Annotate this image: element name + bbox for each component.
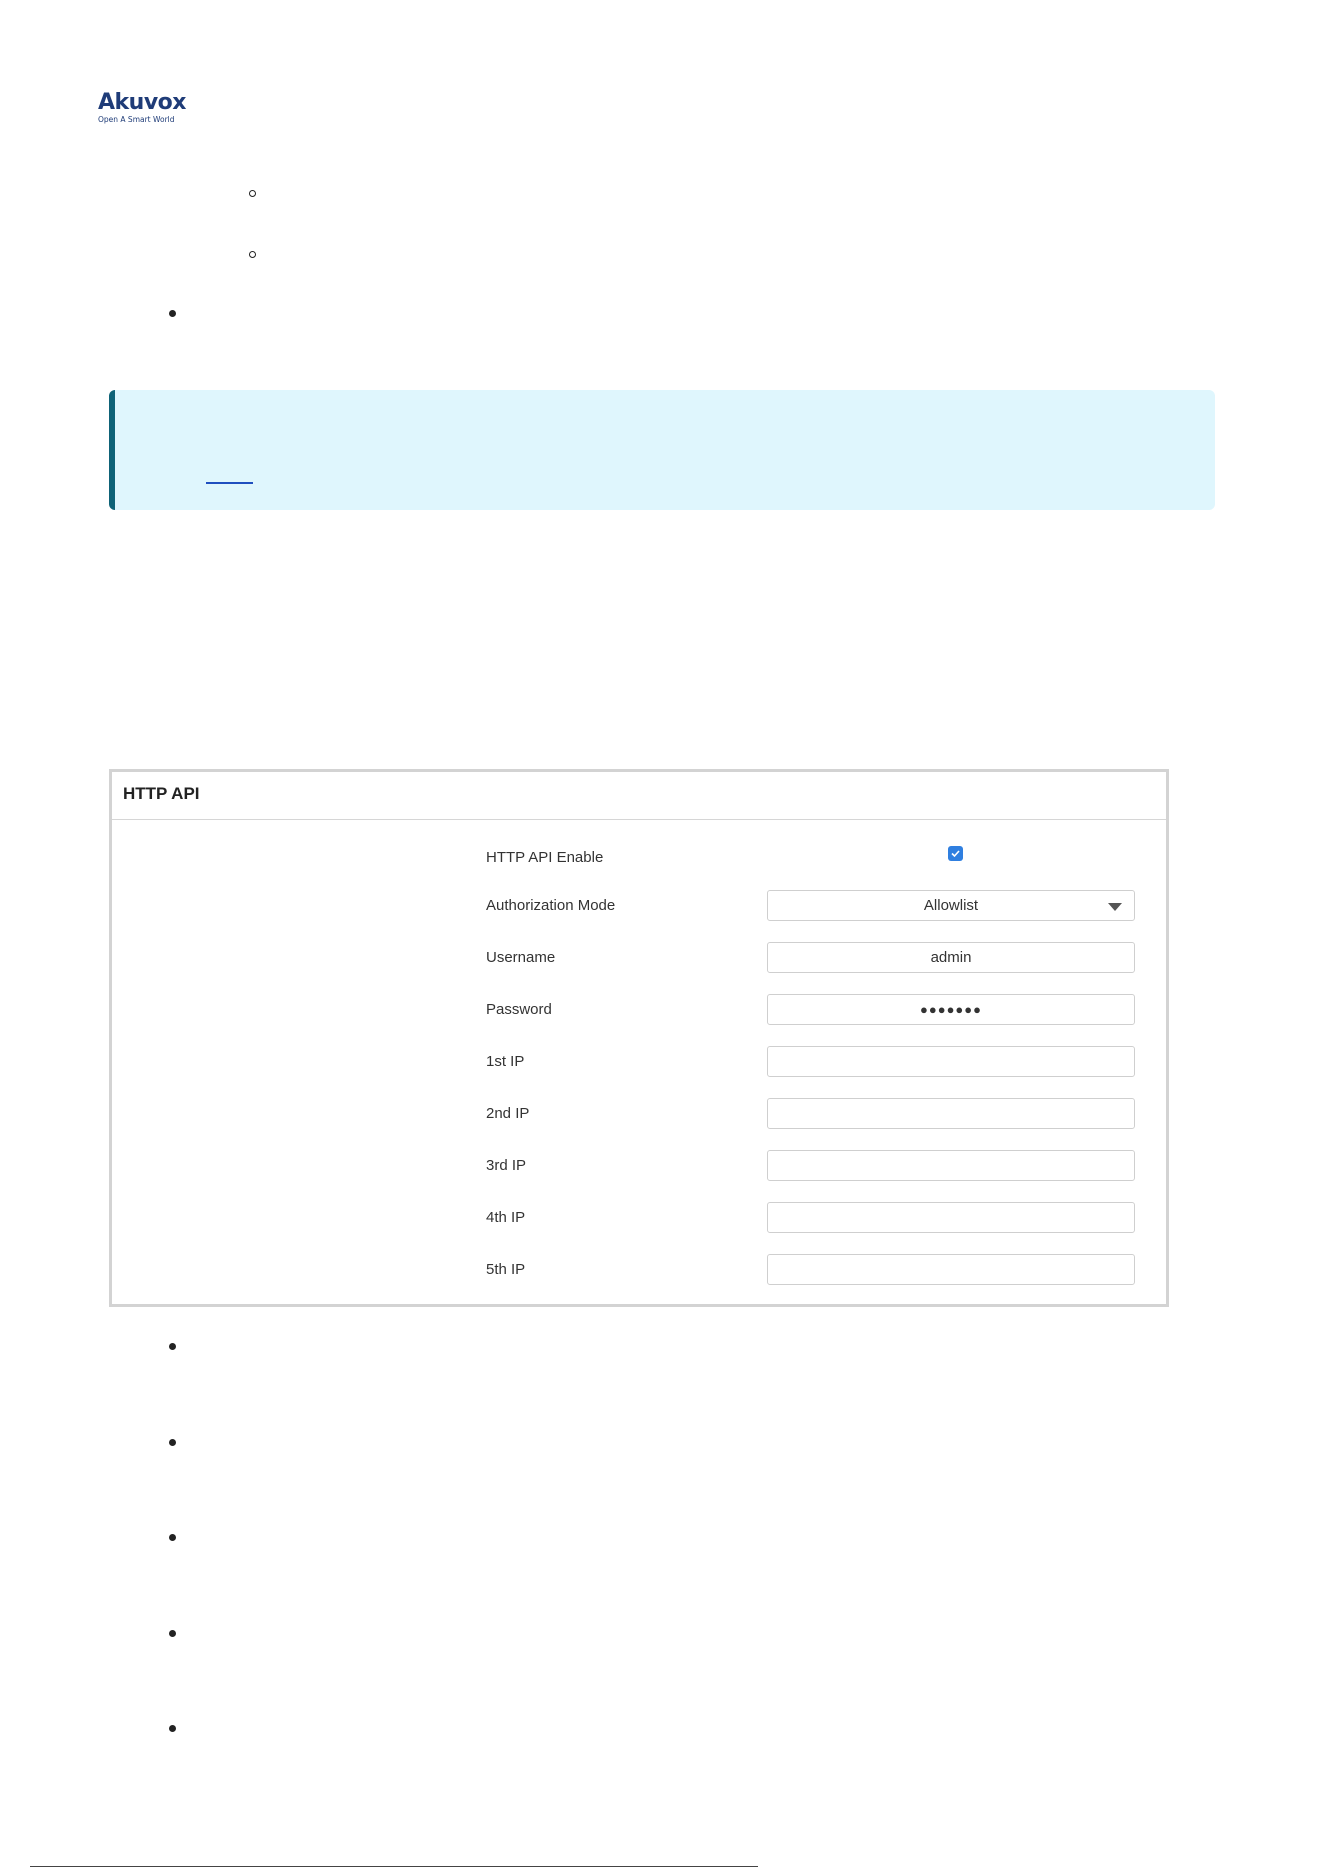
akuvox-logo	[98, 92, 186, 124]
sub-bullet-2	[249, 251, 256, 258]
ip2-label: 2nd IP	[486, 1105, 530, 1122]
authorization-mode-select[interactable]	[767, 890, 1135, 921]
logo-wordmark: Akuvox	[98, 90, 186, 115]
footer-rule	[30, 1866, 758, 1867]
panel-divider	[112, 819, 1166, 820]
ip5-input[interactable]	[767, 1254, 1135, 1285]
chevron-down-icon	[1108, 903, 1122, 911]
authorization-mode-value: Allowlist	[923, 897, 979, 914]
list-bullet-3	[169, 1534, 176, 1541]
ip3-label: 3rd IP	[486, 1157, 527, 1174]
authorization-mode-label: Authorization Mode	[486, 897, 616, 914]
ip1-input[interactable]	[767, 1046, 1135, 1077]
username-input[interactable]: admin	[767, 942, 1135, 973]
password-input[interactable]: ●●●●●●●	[767, 994, 1135, 1025]
http-api-panel	[109, 769, 1169, 1307]
check-icon	[950, 848, 961, 859]
ip3-input[interactable]	[767, 1150, 1135, 1181]
note-link-underline[interactable]	[206, 482, 253, 484]
ip1-label: 1st IP	[486, 1053, 525, 1070]
note-box	[109, 390, 1215, 510]
logo-tagline: Open A Smart World	[98, 115, 175, 124]
panel-title: HTTP API	[123, 784, 200, 803]
list-bullet-1	[169, 1343, 176, 1350]
http-api-enable-label: HTTP API Enable	[486, 849, 604, 866]
ip2-input[interactable]	[767, 1098, 1135, 1129]
ip5-label: 5th IP	[486, 1261, 526, 1278]
ip4-label: 4th IP	[486, 1209, 526, 1226]
list-bullet-top	[169, 310, 176, 317]
http-api-enable-checkbox[interactable]	[948, 846, 963, 861]
sub-bullet-1	[249, 190, 256, 197]
ip4-input[interactable]	[767, 1202, 1135, 1233]
list-bullet-5	[169, 1725, 176, 1732]
username-label: Username	[486, 949, 556, 966]
password-label: Password	[486, 1001, 552, 1018]
list-bullet-4	[169, 1630, 176, 1637]
list-bullet-2	[169, 1439, 176, 1446]
